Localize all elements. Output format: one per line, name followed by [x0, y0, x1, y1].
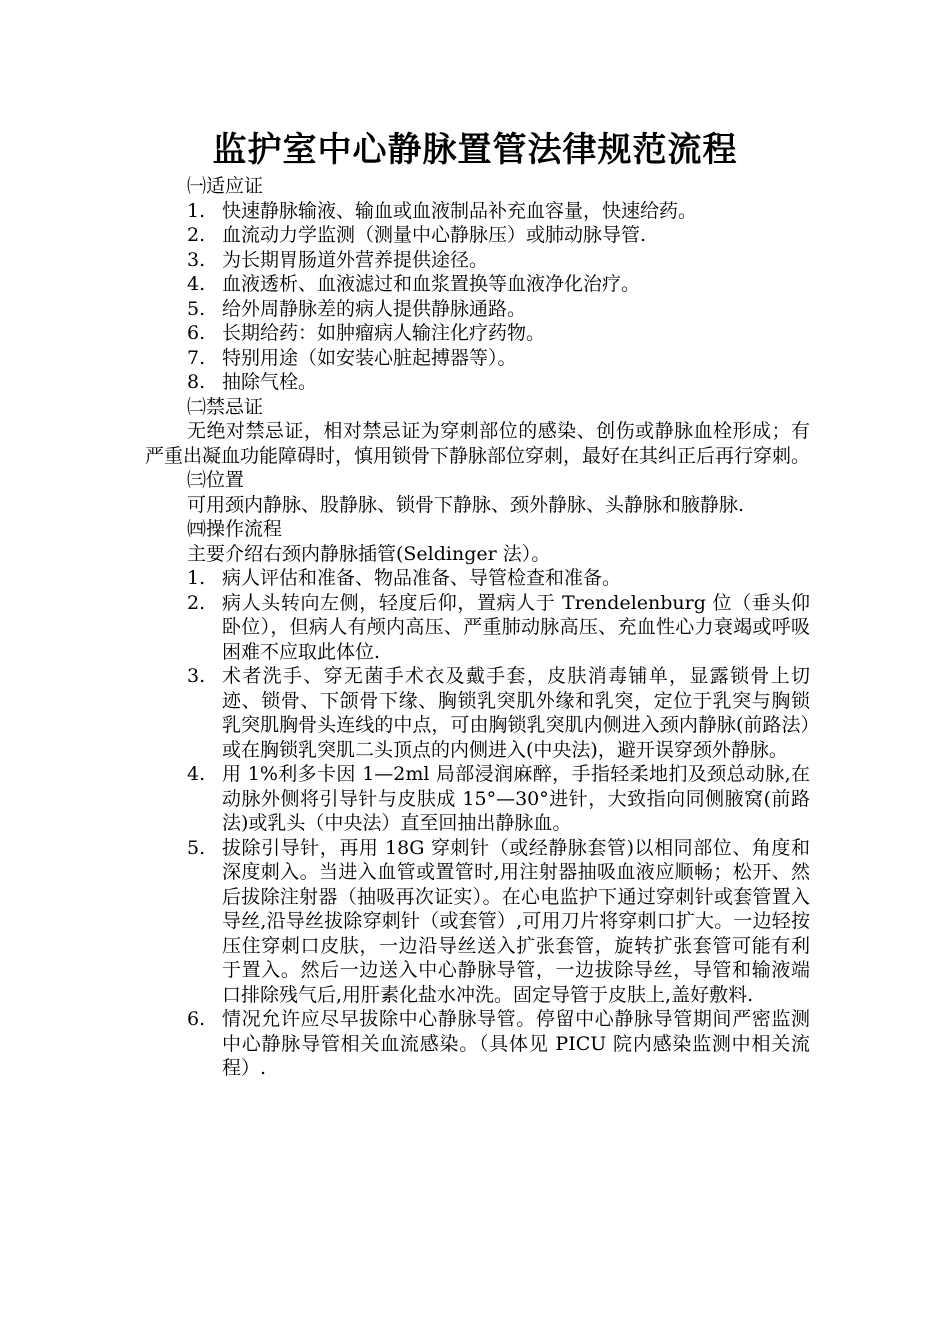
- list-item: [145, 272, 810, 297]
- list-item-number: 3.: [187, 665, 206, 687]
- list-item-number: 8.: [187, 371, 206, 393]
- list-item: [145, 370, 810, 395]
- list-item-number: 5.: [187, 836, 206, 859]
- procedure-list: [145, 566, 810, 1081]
- list-item-text: 术者洗手、穿无菌手术衣及戴手套，皮肤消毒铺单，显露锁骨上切迹、锁骨、下颌骨下缘、胸锁乳突肌外缘和乳突，定位于乳突与胸锁乳突肌胸骨头连线的中点，可由胸锁乳突肌内侧进入颈内静脉(前路法）或在胸锁乳突肌二头顶点的内侧进入(中央法)，避开误穿颈外静脉。: [222, 665, 810, 761]
- list-item: [145, 762, 810, 836]
- indications-list: [145, 199, 810, 395]
- list-item: [145, 836, 810, 1008]
- list-item-number: 5.: [187, 297, 206, 320]
- list-item-number: 3.: [187, 248, 206, 271]
- procedure-intro: 主要介绍右颈内静脉插管(Seldinger 法）。: [187, 542, 551, 565]
- list-item: [145, 346, 810, 371]
- list-item-text: 情况允许应尽早拔除中心静脉导管。停留中心静脉导管期间严密监测中心静脉导管相关血流感染。（具体见 PICU 院内感染监测中相关流程）.: [222, 1008, 810, 1079]
- list-item-number: 1.: [187, 199, 206, 222]
- list-item: [145, 248, 810, 273]
- list-item-text: 用 1%利多卡因 1—2ml 局部浸润麻醉，手指轻柔地扪及颈总动脉,在动脉外侧将引导针与皮肤成 15°—30°进针，大致指向同侧腋窝(前路法)或乳头（中央法）直至回抽出静脉血。: [222, 763, 810, 834]
- list-item-number: 6.: [187, 1008, 206, 1030]
- section-heading-contraindications: ㈡禁忌证: [187, 395, 264, 418]
- list-item-number: 2.: [187, 591, 206, 614]
- contraindications-paragraph: 无绝对禁忌证，相对禁忌证为穿刺部位的感染、创伤或静脉血栓形成；有严重出凝血功能障碍时，慎用锁骨下静脉部位穿刺，最好在其纠正后再行穿刺。: [145, 420, 811, 467]
- list-item-text: 抽除气栓。: [222, 371, 318, 393]
- list-item-text: 血流动力学监测（测量中心静脉压）或肺动脉导管.: [222, 224, 647, 246]
- list-item-text: 拔除引导针，再用 18G 穿刺针（或经静脉套管)以相同部位、角度和深度刺入。当进入血管或置管时,用注射器抽吸血液应顺畅；松开、然后拔除注射器（抽吸再次证实）。在心电监护下通过穿刺针或套管置入导丝,沿导丝拔除穿刺针（或套管）,可用刀片将穿刺口扩大。一边轻按压住穿刺口皮肤，一边沿导丝送入扩张套管，旋转扩张套管可能有利于置入。然后一边送入中心静脉导管，一边拔除导丝，导管和输液端口排除残气后,用肝素化盐水冲洗。固定导管于皮肤上,盖好敷料.: [222, 836, 810, 1006]
- list-item-number: 7.: [187, 346, 206, 369]
- position-paragraph: 可用颈内静脉、股静脉、锁骨下静脉、颈外静脉、头静脉和腋静脉.: [187, 493, 745, 516]
- list-item-number: 2.: [187, 224, 206, 246]
- section-heading-position: ㈢位置: [187, 469, 245, 491]
- list-item-number: 6.: [187, 322, 206, 344]
- list-item: [145, 591, 810, 665]
- list-item-number: 4.: [187, 273, 206, 295]
- list-item-text: 快速静脉输液、输血或血液制品补充血容量，快速给药。: [222, 199, 698, 222]
- list-item-text: 给外周静脉差的病人提供静脉通路。: [222, 297, 527, 320]
- list-item-number: 1.: [187, 567, 206, 589]
- list-item-text: 特别用途（如安装心脏起搏器等）。: [222, 346, 517, 369]
- list-item: [145, 1007, 810, 1081]
- list-item: [145, 566, 810, 591]
- section-heading-indications: ㈠适应证: [187, 175, 264, 197]
- list-item-number: 4.: [187, 763, 206, 785]
- list-item-text: 长期给药：如肿瘤病人输注化疗药物。: [222, 322, 546, 344]
- section-heading-procedure: ㈣操作流程: [187, 518, 283, 540]
- list-item: [145, 664, 810, 762]
- document-title: 监护室中心静脉置管法律规范流程: [212, 130, 738, 170]
- list-item: [145, 297, 810, 322]
- list-item: [145, 199, 810, 224]
- list-item-text: 病人头转向左侧，轻度后仰，置病人于 Trendelenburg 位（垂头仰卧位），但病人有颅内高压、严重肺动脉高压、充血性心力衰竭或呼吸困难不应取此体位.: [222, 591, 810, 663]
- list-item: [145, 223, 810, 248]
- list-item: [145, 321, 810, 346]
- list-item-text: 为长期胃肠道外营养提供途径。: [222, 248, 489, 271]
- list-item-text: 病人评估和准备、物品准备、导管检查和准备。: [222, 567, 622, 589]
- document-body: [145, 174, 810, 1081]
- list-item-text: 血液透析、血液滤过和血浆置换等血液净化治疗。: [222, 273, 641, 295]
